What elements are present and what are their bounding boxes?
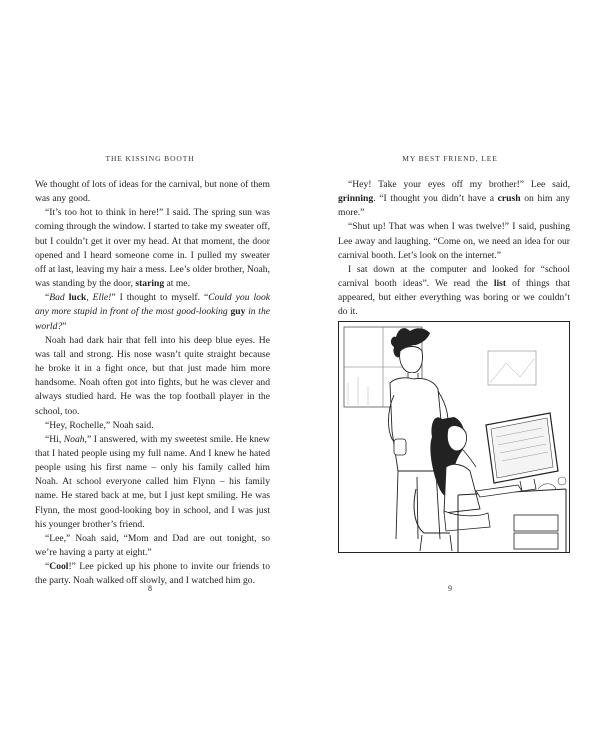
text-run: “Lee,” Noah said, “Mom and Dad are out tonight, so we’re having a party at eight.”: [35, 532, 270, 559]
text-run: “Hi,: [45, 433, 64, 445]
glossary-word: staring: [135, 278, 165, 290]
glossary-word: crush: [497, 193, 521, 205]
paragraph: [338, 220, 570, 262]
right-page: [300, 0, 600, 750]
page-number-left: 8: [148, 584, 152, 593]
can-icon: [394, 439, 406, 455]
left-page-text: [35, 178, 270, 589]
glossary-word: Cool: [49, 561, 69, 573]
running-head-right: MY BEST FRIEND, LEE: [402, 154, 498, 163]
text-run: on him any more.”: [338, 193, 570, 219]
text-run: . “I thought you didn’t have a: [373, 193, 498, 205]
text-run: “Hey! Take your eyes off my brother!” Lee said,: [348, 179, 570, 190]
paragraph: [35, 178, 270, 206]
text-run: of things that appeared, but either everything was boring or we couldn’t do it.: [338, 278, 571, 318]
paragraph: [338, 178, 570, 220]
italic-text: in the world?: [35, 306, 271, 332]
text-run: ,” I answered, with my sweetest smile. He knew that I hated people using my full name. And I knew he hated people using his first name – only his family called him Noah. At school everyone called him Flynn – his family name. He stared back at me, but I just kept smiling. He was Flynn, the most good-looking boy in school, and I was just his younger brother’s friend.: [35, 433, 270, 530]
italic-text: Noah: [63, 433, 85, 445]
text-run: “: [45, 561, 50, 573]
text-run: “Hey, Rochelle,” Noah said.: [45, 419, 154, 431]
text-run: ” I thought to myself. “: [111, 292, 209, 304]
text-run: “It’s too hot to think in here!” I said. The spring sun was coming through the window. I started to take my sweater off, but I couldn’t get it over my head. At that moment, the door opened and I heard someone come in. I pulled my sweater off at last, leaving my hair a mess. Lee’s older brother, Noah, was standing by the door,: [35, 207, 270, 290]
paragraph: [35, 419, 270, 433]
text-run: We thought of lots of ideas for the carnival, but none of them was any good.: [35, 179, 270, 205]
running-head-left: THE KISSING BOOTH: [105, 154, 195, 163]
italic-text: , Elle!: [86, 292, 112, 304]
glossary-word: luck: [68, 292, 87, 304]
text-run: Noah had dark hair that fell into his deep blue eyes. He was tall and strong. His nose wasn’t quite straight because he broke it in a fight once, but that just made him more handsome. Noah often got into fights, but he was clever and always studied hard. He was the top football player in the school, too.: [35, 334, 270, 417]
paragraph: [35, 433, 270, 532]
text-run: “: [45, 292, 50, 304]
paragraph: [35, 206, 270, 291]
text-run: at me.: [164, 278, 190, 290]
paragraph: [35, 291, 270, 333]
text-run: “Shut up! That was when I was twelve!” I said, pushing Lee away and laughing. “Come on, we need an idea for our carnival booth. Let’s look on the internet.”: [338, 221, 570, 261]
text-run: I sat down at the computer and looked for “school carnival booth ideas”. We read the: [338, 263, 570, 290]
glossary-word: grinning: [338, 193, 374, 205]
paragraph: [338, 263, 570, 320]
text-run: !” Lee picked up his phone to invite our friends to the party. Noah walked off slowly, and I watched him go.: [35, 561, 270, 587]
paragraph: [35, 532, 270, 560]
illustration: [338, 321, 570, 553]
illustration-drawing: [338, 321, 570, 553]
page-number-right: 9: [448, 584, 452, 593]
glossary-word: guy: [230, 306, 246, 318]
glossary-word: list: [493, 278, 507, 290]
italic-text: Bad: [49, 292, 69, 304]
italic-text: Could you look any more stupid in front of the most good-looking: [35, 292, 270, 318]
paragraph: [35, 334, 270, 419]
right-page-text: [338, 178, 570, 320]
text-run: ”: [62, 320, 67, 332]
